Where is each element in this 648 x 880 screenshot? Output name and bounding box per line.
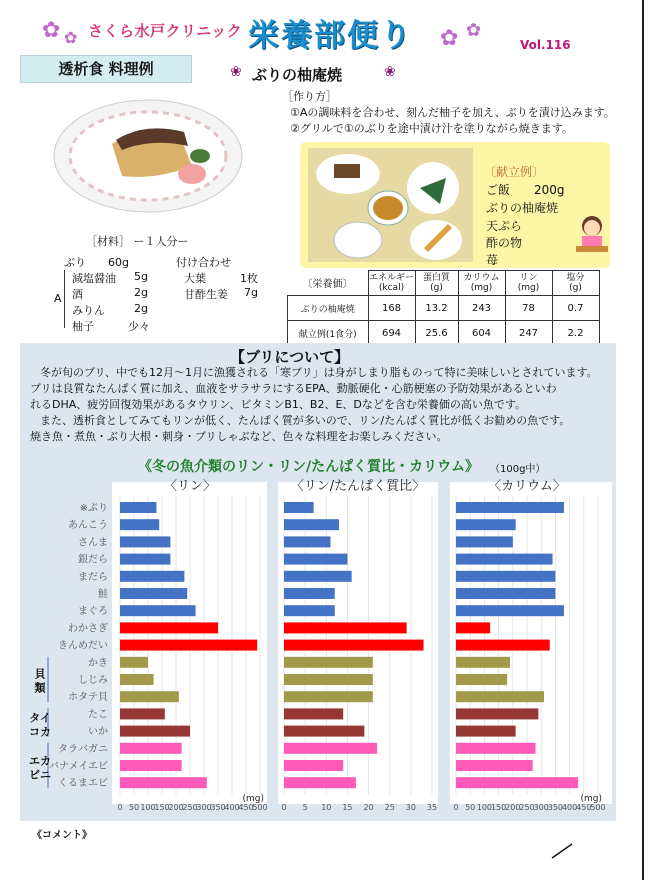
bar xyxy=(456,743,536,754)
bar xyxy=(456,691,544,702)
tick-label: 0 xyxy=(281,803,287,812)
bar xyxy=(456,519,516,530)
tick-label: 450 xyxy=(576,803,592,812)
tick-label: 25 xyxy=(384,803,395,812)
bar xyxy=(284,588,335,599)
tick-label: 100 xyxy=(140,803,156,812)
flower-icon: ✿ xyxy=(64,28,78,47)
bar xyxy=(120,708,165,719)
bar xyxy=(120,691,179,702)
bar xyxy=(456,571,555,582)
bar xyxy=(120,536,170,547)
bar xyxy=(456,674,507,685)
category-label: しじみ xyxy=(78,675,108,686)
tick-label: 400 xyxy=(224,803,240,812)
bar xyxy=(284,554,347,565)
tick-label: 300 xyxy=(196,803,212,812)
category-label: ※ぶり xyxy=(79,503,108,514)
group-label: タイ xyxy=(29,711,51,725)
tick-label: 30 xyxy=(405,803,416,812)
about-paragraph: れるDHA、疲労回復効果があるタウリン、ビタミンB1、B2、E、Dなどを含む栄養価の高い魚です。 xyxy=(30,398,527,411)
bar xyxy=(284,519,339,530)
bar xyxy=(456,726,516,737)
bar xyxy=(284,571,352,582)
category-label: バナメイエビ xyxy=(49,761,108,772)
kondate-item: 天ぷら xyxy=(486,219,523,233)
group-label: エカ xyxy=(29,754,51,768)
category-label: たこ xyxy=(88,709,108,721)
bar xyxy=(456,554,553,565)
bar xyxy=(120,657,148,668)
bar xyxy=(284,657,373,668)
clinic-name: さくら水戸クリニック xyxy=(88,22,243,40)
tick-label: 150 xyxy=(154,803,170,812)
ingredient-qty: 少々 xyxy=(128,320,150,333)
flower-icon: ✿ xyxy=(42,18,61,43)
table-row: ぶりの柚庵焼 168 13.2 243 78 0.7 xyxy=(288,296,600,321)
bar xyxy=(284,726,364,737)
tick-label: 10 xyxy=(321,803,332,812)
tick-label: 350 xyxy=(547,803,564,812)
bar xyxy=(284,605,335,616)
ingredients-heading: ［材料］ ー１人分ー xyxy=(86,235,189,248)
flower-icon: ❀ xyxy=(230,64,242,80)
kondate-item: ご飯 200g xyxy=(486,183,565,197)
volume-number: Vol.116 xyxy=(520,38,571,52)
panel-title: 〈リン/たんぱく質比〉 xyxy=(290,479,426,494)
nutrition-header: 塩分 (g) xyxy=(552,271,599,296)
tick-label: 450 xyxy=(238,803,254,812)
bar xyxy=(120,502,156,513)
chart-title: 《冬の魚介類のリン・リン/たんぱく質比・カリウム》 xyxy=(138,459,479,475)
bar xyxy=(120,588,187,599)
bar xyxy=(456,777,578,788)
bar xyxy=(456,622,490,633)
howto-step: ②グリルで①のぶりを途中漬け汁を塗りながら焼きます。 xyxy=(290,122,573,135)
category-label: いか xyxy=(88,726,108,738)
tick-label: 350 xyxy=(210,803,226,812)
kondate-heading: 〔献立例〕 xyxy=(484,165,545,179)
tick-label: 35 xyxy=(426,803,438,812)
group-label: 貝 xyxy=(34,667,46,681)
newsletter-title: 栄養部便り xyxy=(248,18,413,54)
category-label: きんめだい xyxy=(58,640,108,652)
category-label: わかさぎ xyxy=(68,623,108,635)
nutrition-header: 蛋白質 (g) xyxy=(415,271,458,296)
nutrition-header: カリウム (mg) xyxy=(458,271,505,296)
flower-icon: ✿ xyxy=(440,26,459,51)
bar xyxy=(284,502,314,513)
bar xyxy=(284,760,343,771)
category-label: まだら xyxy=(78,571,108,583)
side-qty: 7g xyxy=(244,286,258,299)
tick-label: 15 xyxy=(342,803,353,812)
ingredient-main: ぶり 60g xyxy=(64,256,129,269)
bar xyxy=(456,502,564,513)
tick-label: 250 xyxy=(182,803,198,812)
tick-label: 0 xyxy=(453,803,459,812)
ingredient-qty: 2g xyxy=(134,302,148,315)
flower-icon: ❀ xyxy=(384,64,396,80)
tick-label: 500 xyxy=(252,803,268,812)
about-paragraph: 焼き魚・煮魚・ぶり大根・刺身・ブリしゃぶなど、色々な料理をお楽しみください。 xyxy=(30,430,448,443)
tick-label: 500 xyxy=(590,803,606,812)
tick-label: 150 xyxy=(490,803,507,812)
group-label: ビニ xyxy=(29,768,51,782)
tick-label: 50 xyxy=(128,803,140,812)
bar xyxy=(120,519,159,530)
bar xyxy=(120,640,257,651)
side-name: 大葉 xyxy=(184,272,206,285)
ingredient-name: 柚子 xyxy=(72,320,94,333)
ingredient-qty: 5g xyxy=(134,270,148,283)
about-paragraph: また、透析食としてみてもリンが低く、たんぱく質が多いので、リン/たんぱく質比が低くお勧めの魚です。 xyxy=(40,414,571,427)
bar xyxy=(284,640,424,651)
about-paragraph: ブリは良質なたんぱく質に加え、血液をサラサラにするEPA、動脈硬化・心筋梗塞の予防効果があるといわ xyxy=(30,382,557,395)
howto-step: ①Aの調味料を合わせ、刻んだ柚子を加え、ぶりを漬け込みます。 xyxy=(290,106,615,119)
bar xyxy=(120,605,196,616)
bar xyxy=(456,760,533,771)
category-label: くるまエビ xyxy=(58,778,108,790)
bar xyxy=(456,657,510,668)
bar xyxy=(120,622,218,633)
tick-label: 50 xyxy=(465,803,476,812)
bar xyxy=(120,571,184,582)
about-heading: 【ブリについて】 xyxy=(230,348,350,366)
category-label: ホタテ貝 xyxy=(68,692,108,704)
bar xyxy=(120,674,154,685)
tick-label: 300 xyxy=(533,803,549,812)
side-name: 甘酢生姜 xyxy=(184,288,228,301)
category-label: さんま xyxy=(78,537,108,549)
bar xyxy=(284,674,373,685)
bar xyxy=(456,536,513,547)
bar xyxy=(120,760,182,771)
bar xyxy=(120,726,190,737)
tick-label: 100 xyxy=(476,803,493,812)
side-qty: 1枚 xyxy=(240,272,258,285)
pen-mark xyxy=(548,842,578,862)
bar xyxy=(284,536,331,547)
category-label: 銀だら xyxy=(78,554,108,566)
nutrition-header: リン (mg) xyxy=(505,271,552,296)
ingredient-qty: 2g xyxy=(134,286,148,299)
category-label: あんこう xyxy=(68,520,108,532)
category-label: タラバガニ xyxy=(58,743,108,755)
category-label: まぐろ xyxy=(78,606,108,618)
tick-label: 400 xyxy=(561,803,578,812)
flower-icon: ✿ xyxy=(466,20,482,41)
axis-unit: (mg) xyxy=(580,794,602,804)
ingredient-name: 減塩醤油 xyxy=(72,272,116,285)
tick-label: 20 xyxy=(363,803,374,812)
bar xyxy=(284,691,373,702)
nutrition-header: エネルギー (kcal) xyxy=(368,271,415,296)
tick-label: 250 xyxy=(519,803,535,812)
bar xyxy=(456,708,538,719)
side-heading: 付け合わせ xyxy=(176,256,231,269)
bar xyxy=(456,588,555,599)
category-label: かき xyxy=(88,657,108,669)
menu-category-tag: 透析食 料理例 xyxy=(20,55,192,83)
kondate-item: 苺 xyxy=(486,253,499,267)
kondate-item: 酢の物 xyxy=(486,236,523,250)
bar xyxy=(456,605,564,616)
bar xyxy=(284,743,377,754)
about-paragraph: 冬が旬のブリ、中でも12月～1月に漁獲される「寒ブリ」は身がしまり脂ものって特に美味しいとされています。 xyxy=(40,366,598,379)
bar xyxy=(120,777,207,788)
dish-title: ぶりの柚庵焼 xyxy=(252,66,343,84)
bar xyxy=(284,622,407,633)
tick-label: 200 xyxy=(505,803,521,812)
ingredient-name: 酒 xyxy=(72,288,83,301)
tick-label: 0 xyxy=(117,803,123,812)
chart-unit-note: （100g中） xyxy=(490,464,546,475)
kondate-item: ぶりの柚庵焼 xyxy=(486,201,559,215)
bar xyxy=(120,743,182,754)
bar xyxy=(284,777,356,788)
tick-label: 200 xyxy=(168,803,184,812)
tick-label: 5 xyxy=(302,803,308,812)
bar xyxy=(120,554,170,565)
group-label: 類 xyxy=(34,681,46,695)
table-row: 献立例(1食分) 694 25.6 604 247 2.2 xyxy=(288,321,600,346)
nutrition-label: 〔栄養価〕 xyxy=(302,279,353,291)
comment-label: 《コメント》 xyxy=(32,830,92,841)
category-label: 鮭 xyxy=(98,589,108,600)
axis-unit: (mg) xyxy=(242,794,264,804)
bar xyxy=(456,640,550,651)
bar xyxy=(284,708,343,719)
panel-title: 〈カリウム〉 xyxy=(488,479,566,494)
group-a-label: A xyxy=(54,292,62,305)
howto-heading: ［作り方］ xyxy=(282,90,337,103)
panel-title: 〈リン〉 xyxy=(163,479,217,494)
group-label: コカ xyxy=(29,725,51,739)
ingredient-name: みりん xyxy=(72,304,105,317)
